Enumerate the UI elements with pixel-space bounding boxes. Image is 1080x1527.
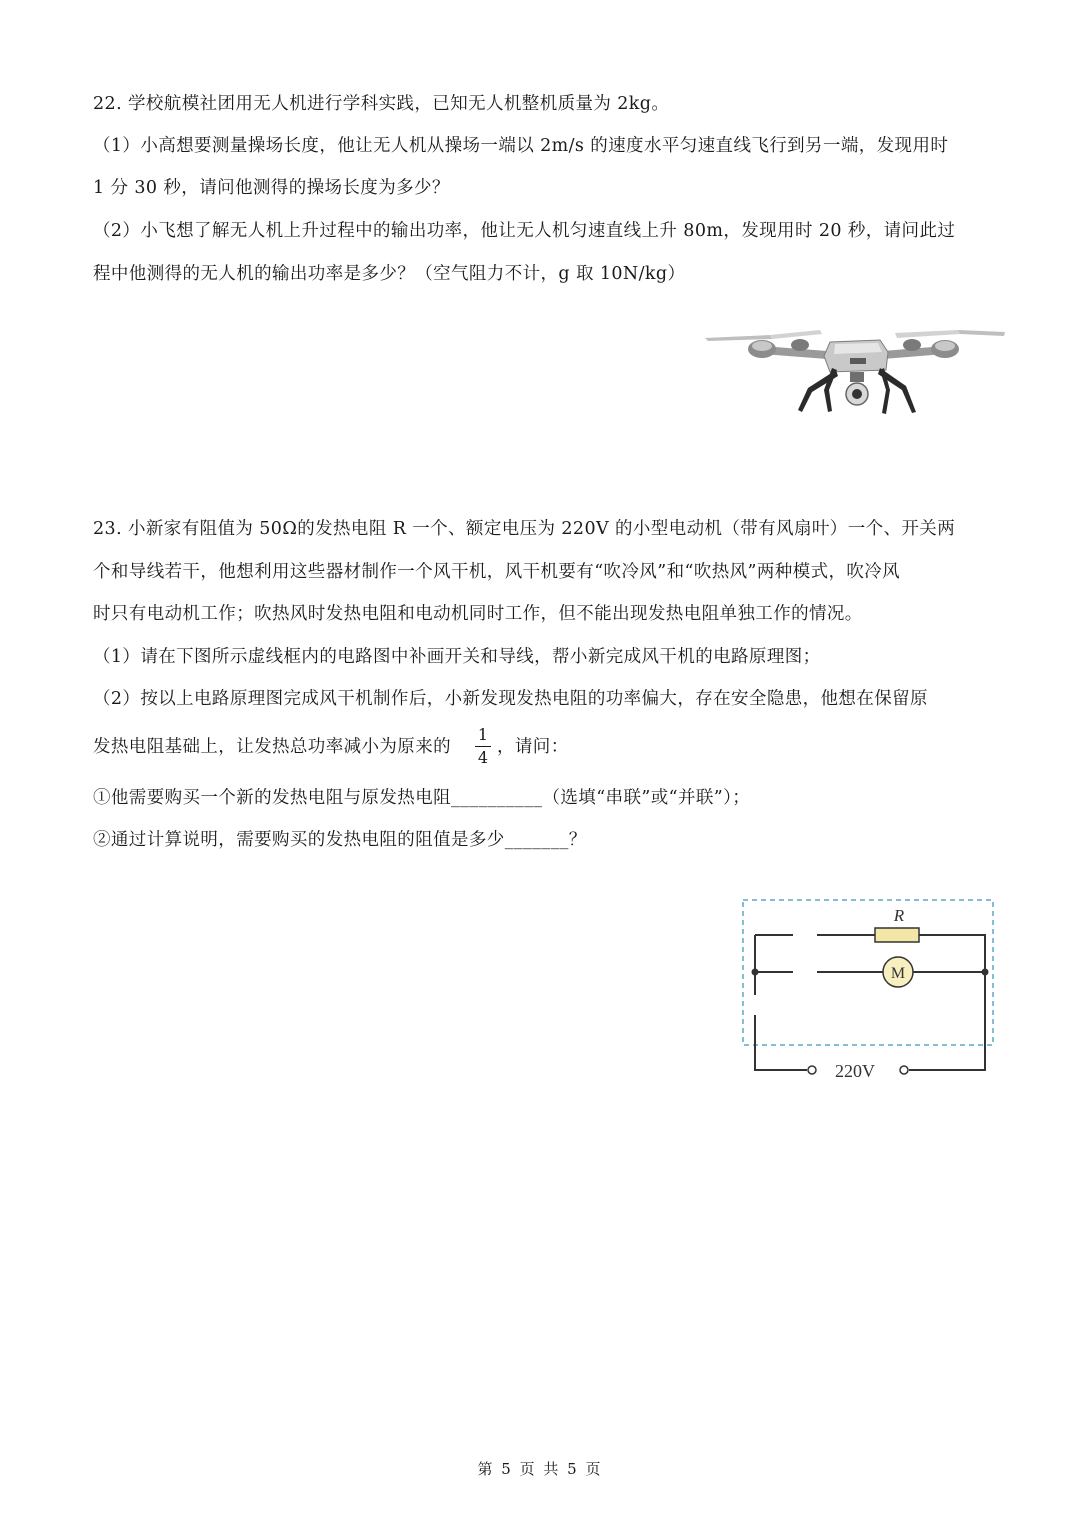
q22-stem: 22. 学校航模社团用无人机进行学科实践，已知无人机整机质量为 2kg。 [93,94,670,114]
q23-sub2: ②通过计算说明，需要购买的发热电阻的阻值是多少_______？ [93,830,587,850]
resistor-symbol [875,928,919,942]
fraction-numerator: 1 [477,725,489,744]
q23-stem-line1: 23. 小新家有阻值为 50Ω的发热电阻 R 一个、额定电压为 220V 的小型电动机（带有风扇叶）一个、开关两 [93,519,956,539]
fraction-denominator: 4 [477,748,489,767]
q23-stem-line2: 个和导线若干，他想利用这些器材制作一个风干机，风干机要有“吹冷风”和“吹热风”两种模式，吹冷风 [93,562,901,582]
q23-stem-line3: 时只有电动机工作；吹热风时发热电阻和电动机同时工作，但不能出现发热电阻单独工作的情况。 [93,604,863,624]
voltage-label: 220V [835,1061,875,1081]
page-footer: 第 5 页 共 5 页 [477,1460,603,1478]
terminal-left [808,1066,816,1074]
motor-label: M [890,965,906,982]
terminal-right [900,1066,908,1074]
fraction-one-quarter [475,725,491,768]
q22-part2-line1: （2）小飞想了解无人机上升过程中的输出功率，他让无人机匀速直线上升 80m，发现用时 20 秒，请问此过 [93,221,956,241]
junction-right [982,969,989,976]
circuit-diagram [735,890,1005,1090]
q22-part1-line2: 1 分 30 秒，请问他测得的操场长度为多少？ [93,178,450,198]
q23-sub1: ①他需要购买一个新的发热电阻与原发热电阻__________（选填“串联”或“并联”）； [93,788,751,808]
drone-image [700,318,1010,428]
q23-part1: （1）请在下图所示虚线框内的电路图中补画开关和导线，帮小新完成风干机的电路原理图； [93,647,821,667]
resistor-label: R [893,906,905,925]
q23-part2-line2b: ，请问： [497,737,569,757]
q22-part1-line1: （1）小高想要测量操场长度，他让无人机从操场一端以 2m/s 的速度水平匀速直线飞行到另一端，发现用时 [93,136,949,156]
q23-part2-line2a: 发热电阻基础上，让发热总功率减小为原来的 [93,737,451,757]
junction-left [752,969,759,976]
q23-part2-line1: （2）按以上电路原理图完成风干机制作后，小新发现发热电阻的功率偏大，存在安全隐患，他想在保留原 [93,689,928,709]
q22-part2-line2: 程中他测得的无人机的输出功率是多少？（空气阻力不计，g 取 10N/kg） [93,264,686,284]
